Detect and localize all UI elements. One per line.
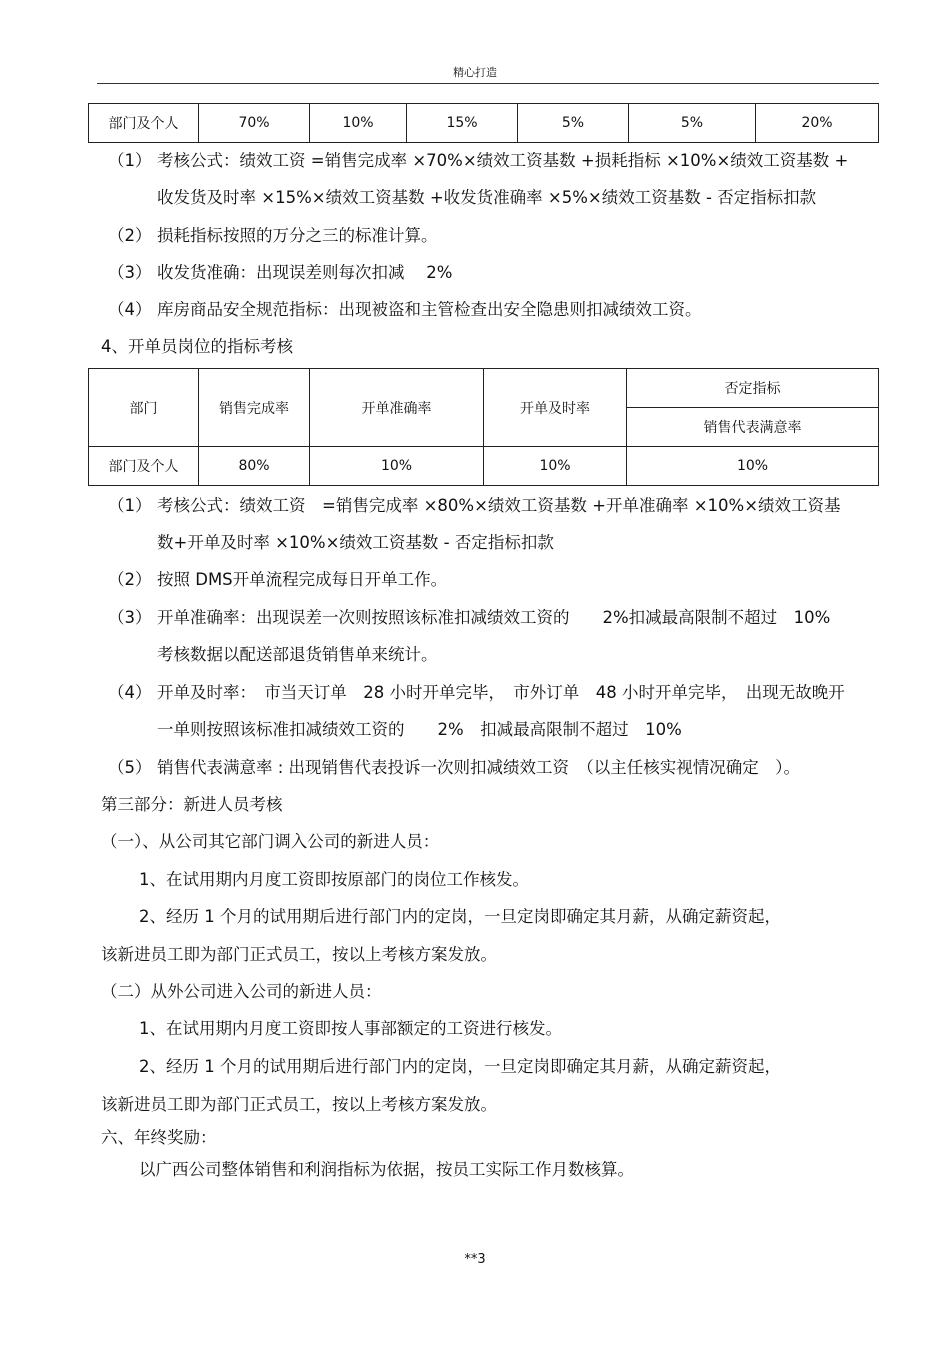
item-number: （4）	[108, 683, 152, 702]
page-number: **3	[464, 1252, 486, 1267]
table-header-cell: 部门	[89, 369, 199, 447]
paragraph: 1、在试用期内月度工资即按人事部额定的工资进行核发。	[139, 1019, 562, 1038]
table-header-cell: 开单及时率	[484, 369, 627, 447]
table-cell: 20%	[756, 104, 879, 143]
item-text: 一单则按照该标准扣减绩效工资的 2% 扣减最高限制不超过 10%	[157, 720, 682, 739]
page-header: 精心打造	[453, 66, 497, 79]
item-text: 考核公式：绩效工资 =销售完成率 ×80%×绩效工资基数 +开单准确率 ×10%×绩效工资基	[157, 496, 841, 515]
part-title: 六、年终奖励：	[101, 1128, 217, 1147]
table-cell: 70%	[199, 104, 310, 143]
table-header-cell: 销售代表满意率	[627, 408, 879, 447]
table-cell: 5%	[629, 104, 756, 143]
item-text: 考核数据以配送部退货销售单来统计。	[157, 645, 438, 664]
item-text: 按照 DMS开单流程完成每日开单工作。	[157, 570, 448, 589]
item-text: 数+开单及时率 ×10%×绩效工资基数 - 否定指标扣款	[157, 533, 554, 552]
item-number: （1）	[108, 496, 152, 515]
subsection-heading: （一）、从公司其它部门调入公司的新进人员：	[101, 832, 440, 851]
table-cell: 5%	[518, 104, 629, 143]
table-cell: 部门及个人	[89, 447, 199, 486]
item-number: （2）	[108, 570, 152, 589]
table-row	[89, 369, 879, 408]
table-row	[89, 104, 879, 143]
item-number: （2）	[108, 226, 152, 245]
paragraph: 2、经历 1 个月的试用期后进行部门内的定岗，一旦定岗即确定其月薪，从确定薪资起，	[139, 907, 781, 926]
item-number: （3）	[108, 263, 152, 282]
table-header-cell: 否定指标	[627, 369, 879, 408]
paragraph: 1、在试用期内月度工资即按原部门的岗位工作核发。	[139, 870, 529, 889]
item-text: 开单及时率： 市当天订单 28 小时开单完毕， 市外订单 48 小时开单完毕， 出现无故晚开	[157, 683, 845, 702]
paragraph: 该新进员工即为部门正式员工，按以上考核方案发放。	[101, 1095, 497, 1114]
item-text: 损耗指标按照的万分之三的标准计算。	[157, 226, 438, 245]
table-cell: 80%	[199, 447, 310, 486]
item-text: 考核公式：绩效工资 =销售完成率 ×70%×绩效工资基数 +损耗指标 ×10%×绩效工资基数 +	[157, 151, 849, 170]
table-cell: 10%	[484, 447, 627, 486]
item-number: （5）	[108, 758, 152, 777]
item-text: 收发货及时率 ×15%×绩效工资基数 +收发货准确率 ×5%×绩效工资基数 - 否定指标扣款	[157, 188, 817, 207]
item-number: （3）	[108, 608, 152, 627]
paragraph: 以广西公司整体销售和利润指标为依据，按员工实际工作月数核算。	[139, 1160, 634, 1179]
table-header-cell: 销售完成率	[199, 369, 310, 447]
section-heading: 4、开单员岗位的指标考核	[101, 337, 293, 356]
item-text: 销售代表满意率 : 出现销售代表投诉一次则扣减绩效工资 （以主任核实视情况确定 ）。	[157, 758, 801, 777]
table-storage-weights	[88, 103, 879, 143]
table-cell: 10%	[310, 104, 407, 143]
table-cell: 15%	[407, 104, 518, 143]
table-billing-weights	[88, 368, 879, 486]
header-rule	[97, 83, 879, 84]
item-text: 开单准确率：出现误差一次则按照该标准扣减绩效工资的 2%扣减最高限制不超过 10%	[157, 608, 831, 627]
paragraph: 2、经历 1 个月的试用期后进行部门内的定岗，一旦定岗即确定其月薪，从确定薪资起，	[139, 1057, 781, 1076]
table-cell: 10%	[627, 447, 879, 486]
table-cell: 部门及个人	[89, 104, 199, 143]
table-row	[89, 447, 879, 486]
item-text: 库房商品安全规范指标：出现被盗和主管检查出安全隐患则扣减绩效工资。	[157, 300, 702, 319]
subsection-heading: （二）从外公司进入公司的新进人员：	[101, 982, 382, 1001]
paragraph: 该新进员工即为部门正式员工，按以上考核方案发放。	[101, 945, 497, 964]
item-text: 收发货准确：出现误差则每次扣减 2%	[157, 263, 453, 282]
table-cell: 10%	[310, 447, 484, 486]
table-header-cell: 开单准确率	[310, 369, 484, 447]
item-number: （1）	[108, 151, 152, 170]
item-number: （4）	[108, 300, 152, 319]
part-title: 第三部分：新进人员考核	[101, 795, 283, 814]
